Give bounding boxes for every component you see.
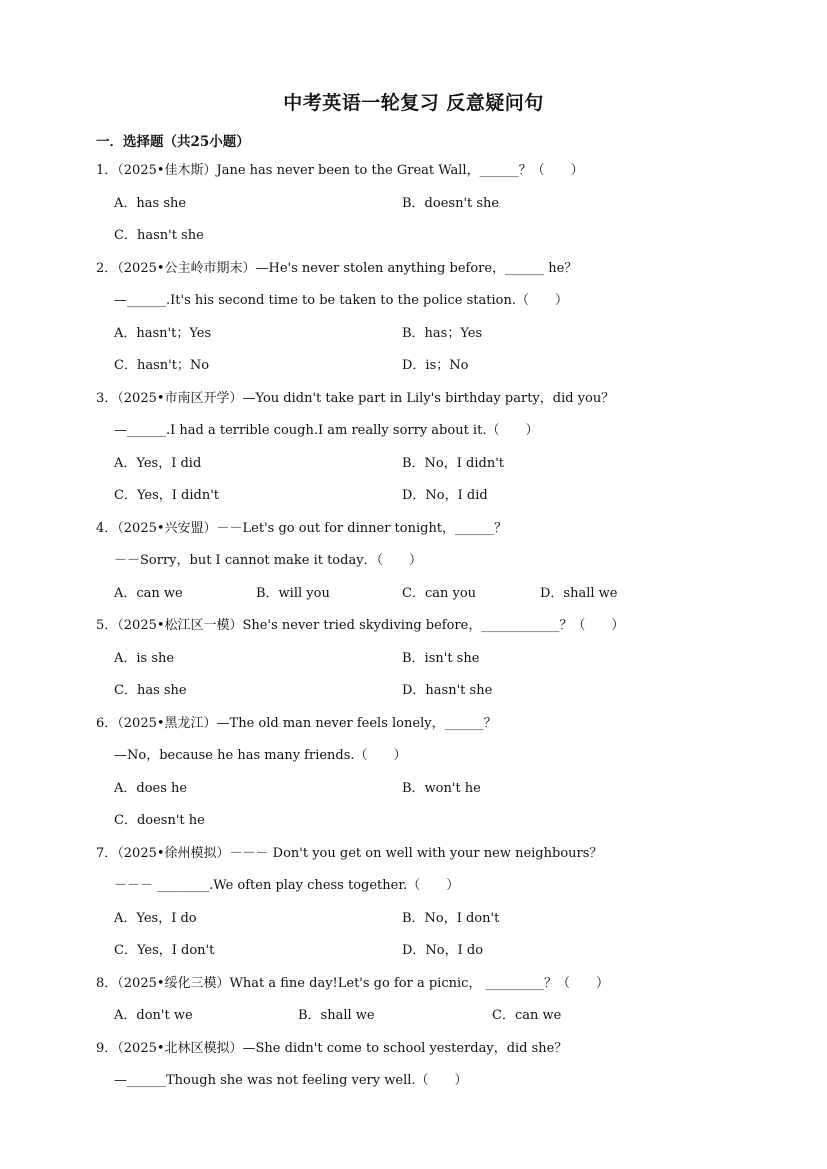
q8-option-a[interactable]: A．don't we [114, 1008, 193, 1023]
question-7-stem: 7．（2025•徐州模拟）－－－ Don't you get on well with your new neighbours？ [96, 846, 603, 861]
question-4-stem: 4．（2025•兴安盟）－－Let's go out for dinner tonight，______？ [96, 521, 508, 536]
question-2-reply: —______.It's his second time to be taken to the police station.（ ） [114, 293, 568, 308]
q4-option-d[interactable]: D．shall we [540, 586, 618, 601]
q7-option-c[interactable]: C．Yes，I don't [114, 943, 215, 958]
q8-option-c[interactable]: C．can we [492, 1008, 562, 1023]
q3-option-d[interactable]: D．No，I did [402, 488, 488, 503]
q7-option-d[interactable]: D．No，I do [402, 943, 484, 958]
q1-option-a[interactable]: A．has she [114, 196, 187, 211]
q3-option-c[interactable]: C．Yes，I didn't [114, 488, 220, 503]
question-8-stem: 8．（2025•绥化三模）What a fine day!Let's go for a picnic， _________？（ ） [96, 976, 610, 991]
question-9-reply: —______Though she was not feeling very well.（ ） [114, 1073, 468, 1088]
q6-option-b[interactable]: B．won't he [402, 781, 481, 796]
q5-option-c[interactable]: C．has she [114, 683, 187, 698]
question-2-stem: 2．（2025•公主岭市期末）—He's never stolen anything before，______ he？ [96, 261, 578, 276]
q2-option-d[interactable]: D．is；No [402, 358, 469, 373]
question-1-stem: 1．（2025•佳木斯）Jane has never been to the Great Wall，______？（ ） [96, 163, 584, 178]
q3-option-b[interactable]: B．No，I didn't [402, 456, 504, 471]
q6-option-c[interactable]: C．doesn't he [114, 813, 205, 828]
q2-option-a[interactable]: A．hasn't；Yes [114, 326, 212, 341]
q2-option-c[interactable]: C．hasn't；No [114, 358, 210, 373]
q7-option-a[interactable]: A．Yes，I do [114, 911, 197, 926]
q4-option-b[interactable]: B．will you [256, 586, 330, 601]
q8-option-b[interactable]: B．shall we [298, 1008, 375, 1023]
section-heading: 一．选择题（共25小题） [96, 134, 250, 150]
question-7-reply: －－－ ________.We often play chess together.（ ） [114, 878, 460, 893]
q2-option-b[interactable]: B．has；Yes [402, 326, 483, 341]
q6-option-a[interactable]: A．does he [114, 781, 188, 796]
q5-option-b[interactable]: B．isn't she [402, 651, 480, 666]
question-6-reply: —No，because he has many friends.（ ） [114, 748, 407, 763]
q5-option-a[interactable]: A．is she [114, 651, 175, 666]
question-6-stem: 6．（2025•黑龙江）—The old man never feels lonely，______？ [96, 716, 497, 731]
page-title: 中考英语一轮复习 反意疑问句 [283, 92, 544, 114]
q7-option-b[interactable]: B．No，I don't [402, 911, 500, 926]
question-3-reply: —______.I had a terrible cough.I am really sorry about it.（ ） [114, 423, 539, 438]
q3-option-a[interactable]: A．Yes，I did [114, 456, 202, 471]
question-9-stem: 9．（2025•北林区模拟）—She didn't come to school yesterday，did she？ [96, 1041, 568, 1056]
question-5-stem: 5．（2025•松江区一模）She's never tried skydiving before，____________？（ ） [96, 618, 625, 633]
question-3-stem: 3．（2025•市南区开学）—You didn't take part in Lily's birthday party，did you？ [96, 391, 615, 406]
q1-option-b[interactable]: B．doesn't she [402, 196, 500, 211]
q4-option-c[interactable]: C．can you [402, 586, 477, 601]
question-4-reply: －－Sorry，but I cannot make it today．（ ） [114, 553, 423, 568]
q5-option-d[interactable]: D．hasn't she [402, 683, 493, 698]
q1-option-c[interactable]: C．hasn't she [114, 228, 204, 243]
q4-option-a[interactable]: A．can we [114, 586, 183, 601]
